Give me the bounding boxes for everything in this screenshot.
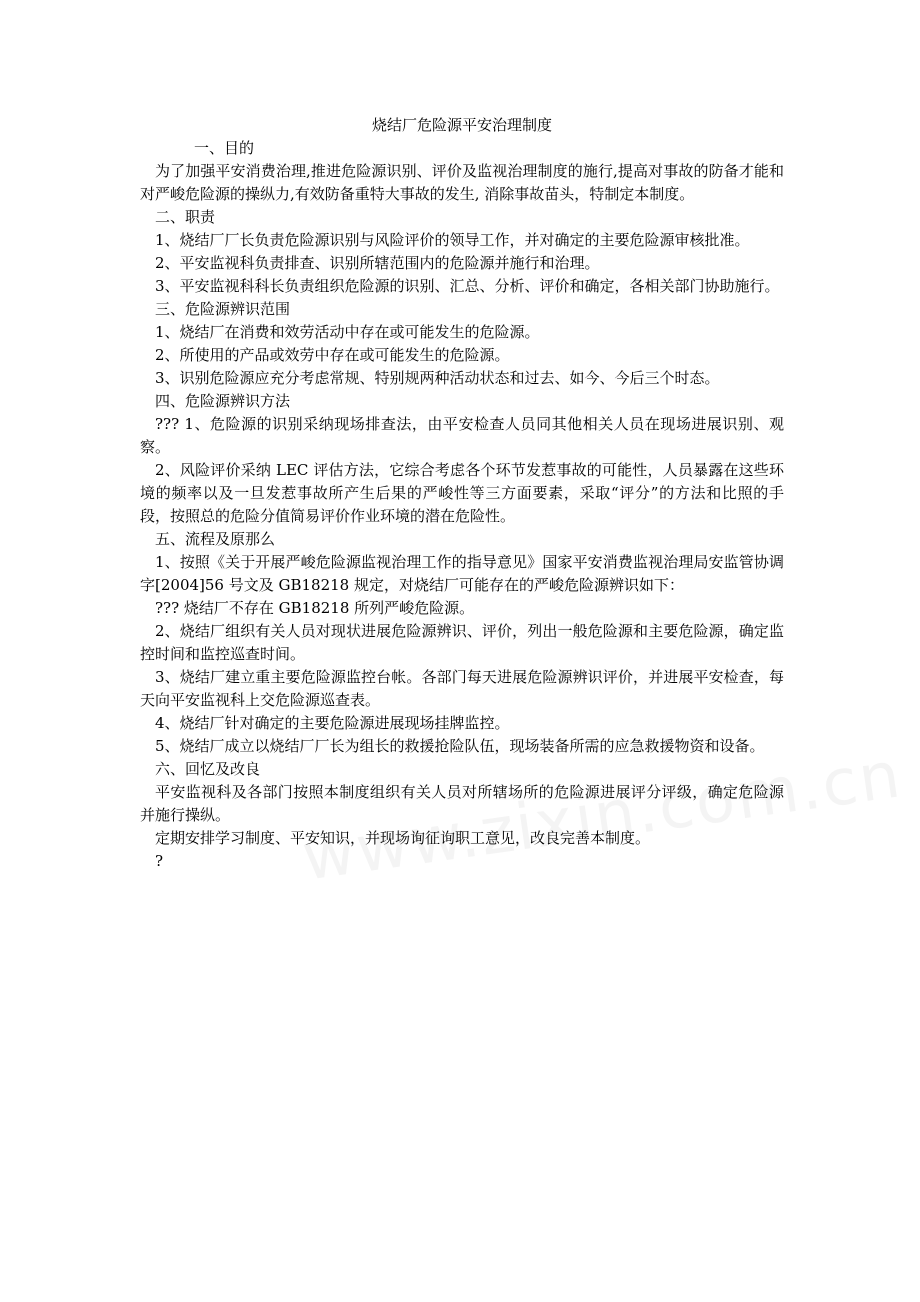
paragraph: 3、烧结厂建立重主要危险源监控台帐。各部门每天进展危险源辨识评价，并进展平安检查，每天向平安监视科上交危险源巡查表。 bbox=[140, 668, 784, 709]
document-title: 烧结厂危险源平安治理制度 bbox=[371, 116, 552, 134]
paragraph: 定期安排学习制度、平安知识，并现场询征询职工意见，改良完善本制度。 bbox=[155, 829, 651, 847]
paragraph: 为了加强平安消费治理,推进危险源识别、评价及监视治理制度的施行,提高对事故的防备才能和对严峻危险源的操纵力,有效防备重特大事故的发生, 消除事故苗头，特制定本制度。 bbox=[140, 162, 784, 203]
paragraph: 2、平安监视科负责排查、识别所辖范围内的危险源并施行和治理。 bbox=[155, 254, 600, 272]
paragraph: 2、风险评价采纳 LEC 评估方法，它综合考虑各个环节发惹事故的可能性，人员暴露在这些环境的频率以及一旦发惹事故所产生后果的严峻性等三方面要素，采取“评分”的方法和比照的手段，按照总的危险分值简易评价作业环境的潜在危险性。 bbox=[140, 461, 784, 525]
paragraph: 2、烧结厂组织有关人员对现状进展危险源辨识、评价，列出一般危险源和主要危险源，确定监控时间和监控巡查时间。 bbox=[140, 622, 784, 663]
paragraph: 3、识别危险源应充分考虑常规、特别规两种活动状态和过去、如今、今后三个时态。 bbox=[155, 369, 720, 387]
section-heading-scope: 三、危险源辨识范围 bbox=[155, 300, 291, 318]
section-heading-duties: 二、职责 bbox=[155, 208, 216, 226]
section-heading-purpose: 一、目的 bbox=[194, 139, 255, 157]
paragraph: ??? 烧结厂不存在 GB18218 所列严峻危险源。 bbox=[155, 599, 475, 617]
paragraph: 1、按照《关于开展严峻危险源监视治理工作的指导意见》国家平安消费监视治理局安监管协调字[2004]56 号文及 GB18218 规定，对烧结厂可能存在的严峻危险源辨识如下： bbox=[140, 553, 784, 594]
paragraph: 2、所使用的产品或效劳中存在或可能发生的危险源。 bbox=[155, 346, 510, 364]
section-heading-methods: 四、危险源辨识方法 bbox=[155, 392, 291, 410]
paragraph: 1、烧结厂在消费和效劳活动中存在或可能发生的危险源。 bbox=[155, 323, 540, 341]
paragraph: 4、烧结厂针对确定的主要危险源进展现场挂牌监控。 bbox=[155, 714, 510, 732]
paragraph: ? bbox=[155, 852, 164, 870]
paragraph: ??? 1、危险源的识别采纳现场排查法，由平安检查人员同其他相关人员在现场进展识别、观察。 bbox=[140, 415, 784, 456]
section-heading-process: 五、流程及原那么 bbox=[155, 530, 276, 548]
section-heading-review: 六、回忆及改良 bbox=[155, 760, 261, 778]
paragraph: 平安监视科及各部门按照本制度组织有关人员对所辖场所的危险源进展评分评级，确定危险源并施行操纵。 bbox=[140, 783, 784, 824]
paragraph: 3、平安监视科科长负责组织危险源的识别、汇总、分析、评价和确定，各相关部门协助施行。 bbox=[155, 277, 780, 295]
document-page bbox=[140, 114, 784, 873]
paragraph: 1、烧结厂厂长负责危险源识别与风险评价的领导工作，并对确定的主要危险源审核批准。 bbox=[155, 231, 750, 249]
paragraph: 5、烧结厂成立以烧结厂厂长为组长的救援抢险队伍，现场装备所需的应急救援物资和设备。 bbox=[155, 737, 765, 755]
